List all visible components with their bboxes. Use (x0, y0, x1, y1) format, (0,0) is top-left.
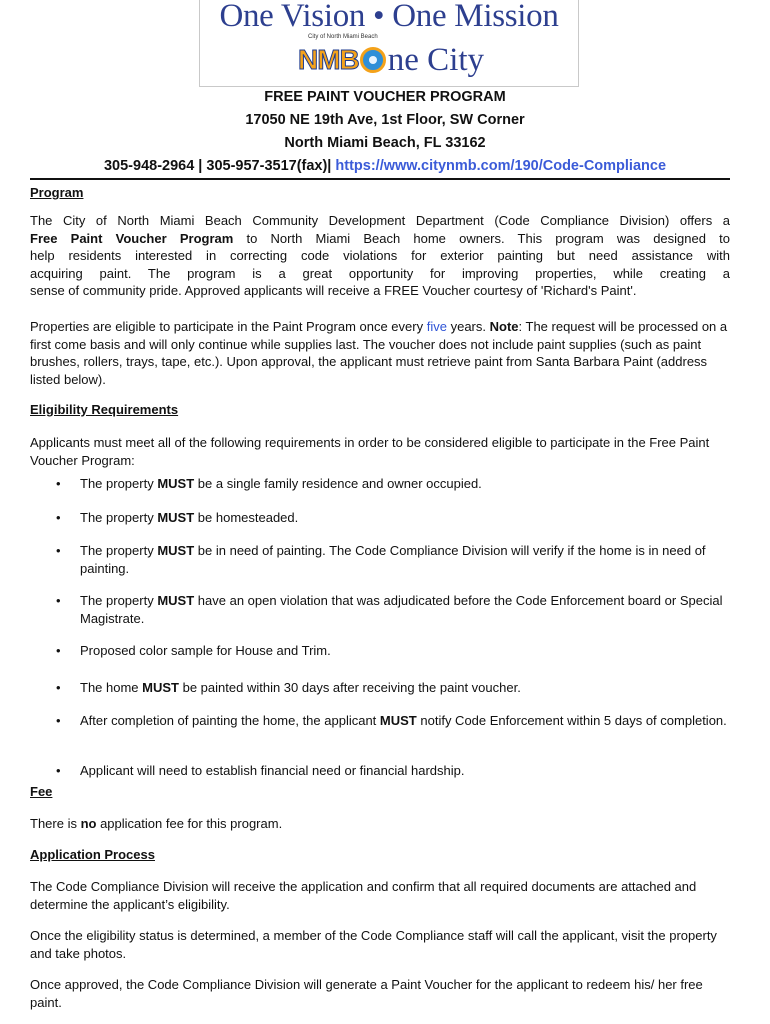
eligibility-item-text (80, 509, 738, 527)
eligibility-item-pre: The property (80, 543, 158, 558)
eligibility-item-post: be a single family residence and owner occupied. (194, 476, 482, 491)
fee-text-post: application fee for this program. (96, 816, 283, 831)
eligibility-item-post: be in need of painting. The Code Compliance Division will verify if the home is in need of painting. (80, 543, 706, 576)
logo-one-city (298, 38, 484, 82)
program-p2-five: five (426, 319, 447, 334)
application-paragraph-2: Once the eligibility status is determined, a member of the Code Compliance staff will call the applicant, visit the property and take photos. (30, 928, 717, 961)
eligibility-item-pre: After completion of painting the home, the applicant (80, 713, 380, 728)
program-p2-before: Properties are eligible to participate in the Paint Program once every (30, 319, 424, 334)
eligibility-item-pre: Proposed color sample for House and Trim. (80, 643, 331, 658)
eligibility-item-must: MUST (157, 510, 195, 525)
address-line-1: 17050 NE 19th Ave, 1st Floor, SW Corner (245, 112, 525, 128)
program-paragraph-1 (30, 212, 730, 300)
application-heading: Application Process (30, 847, 155, 862)
logo-city-name: City of North Miami Beach (308, 34, 378, 40)
program-p1-line-5: sense of community pride. Approved applicants will receive a FREE Voucher courtesy of 'Richard's Paint'. (30, 283, 637, 298)
bullet-icon: • (56, 643, 61, 658)
eligibility-item-pre: The property (80, 510, 158, 525)
code-compliance-link[interactable]: https://www.citynmb.com/190/Code-Compliance (335, 158, 667, 174)
program-name-bold: Free Paint Voucher Program (30, 230, 234, 246)
bullet-icon: • (56, 543, 61, 558)
application-paragraph-3: Once approved, the Code Compliance Division will generate a Paint Voucher for the applicant to redeem his/ her free paint. (30, 977, 703, 1010)
eligibility-item-pre: The home (80, 680, 143, 695)
city-seal-icon (360, 47, 386, 73)
program-p2-note-label: Note (489, 319, 519, 334)
eligibility-item-text (80, 592, 738, 627)
document-title: FREE PAINT VOUCHER PROGRAM (264, 89, 506, 105)
eligibility-item-post: be homesteaded. (194, 510, 299, 525)
bullet-icon: • (56, 593, 61, 608)
eligibility-item-post: have an open violation that was adjudicated before the Code Enforcement board or Special Magistrate. (80, 593, 723, 626)
eligibility-item-must: MUST (157, 543, 195, 558)
eligibility-item-text (80, 762, 738, 780)
program-p1-line-1: The City of North Miami Beach Community Development Department (Code Compliance Division) offers a (30, 213, 730, 228)
nmb-letters-left: NM (298, 44, 340, 75)
eligibility-item-must: MUST (379, 713, 417, 728)
program-paragraph-2 (30, 318, 730, 388)
application-paragraph-1: The Code Compliance Division will receive the application and confirm that all required documents are attached and determine the applicant’s eligibility. (30, 879, 697, 912)
fee-text-pre: There is (30, 816, 81, 831)
program-heading: Program (30, 185, 84, 200)
eligibility-heading: Eligibility Requirements (30, 402, 179, 417)
program-p2-mid: years. (450, 319, 486, 334)
eligibility-item-pre: Applicant will need to establish financial need or financial hardship. (80, 763, 465, 778)
program-p1-line-4: acquiring paint. The program is a great opportunity for improving properties, while creating a (30, 265, 730, 281)
bullet-icon: • (56, 476, 61, 491)
eligibility-intro: Applicants must meet all of the following requirements in order to be considered eligible to participate in the Free Paint Voucher Program: (30, 435, 710, 468)
fee-heading: Fee (30, 784, 53, 799)
eligibility-item-pre: The property (80, 476, 158, 491)
eligibility-item-text (80, 542, 738, 577)
program-p1-line-3: help residents interested in correcting code violations for exterior painting but need assistance with (30, 248, 730, 263)
bullet-icon: • (56, 510, 61, 525)
header-divider (30, 178, 730, 180)
program-p1-line-2-text: to North Miami Beach home owners. This program was designed to (246, 230, 730, 246)
city-logo (199, 0, 579, 87)
eligibility-item-post: be painted within 30 days after receiving the paint voucher. (179, 680, 521, 695)
bullet-icon: • (56, 680, 61, 695)
nmb-letters-right: B (339, 44, 359, 75)
eligibility-item-must: MUST (142, 680, 179, 695)
program-p1-line-2 (30, 230, 730, 248)
address-line-2: North Miami Beach, FL 33162 (284, 135, 486, 151)
fee-text-no: no (80, 816, 97, 831)
eligibility-item-post: notify Code Enforcement within 5 days of completion. (416, 713, 727, 728)
fee-text (30, 815, 730, 833)
eligibility-item-text (80, 679, 738, 697)
contact-line (0, 158, 770, 174)
eligibility-item-text (80, 642, 738, 660)
eligibility-item-pre: The property (80, 593, 158, 608)
nmb-mark (298, 40, 387, 80)
eligibility-item-must: MUST (157, 476, 195, 491)
bullet-icon: • (56, 713, 61, 728)
phone-numbers: 305-948-2964 | 305-957-3517(fax)| (103, 158, 332, 174)
eligibility-item-must: MUST (157, 593, 195, 608)
program-p2-after: : The request will be processed on a first come basis and will only continue while supplies last. The voucher does not include paint supplies (such as paint brushes, rollers, trays, tape, etc.). Upon approval, the applicant must retrieve paint from Santa Barbara Paint (address listed below). (30, 319, 728, 387)
eligibility-item-text (80, 712, 738, 730)
eligibility-item-text (80, 475, 738, 493)
logo-tagline: One Vision • One Mission (219, 0, 559, 34)
logo-city-word: ne City (387, 41, 485, 78)
bullet-icon: • (56, 763, 61, 778)
